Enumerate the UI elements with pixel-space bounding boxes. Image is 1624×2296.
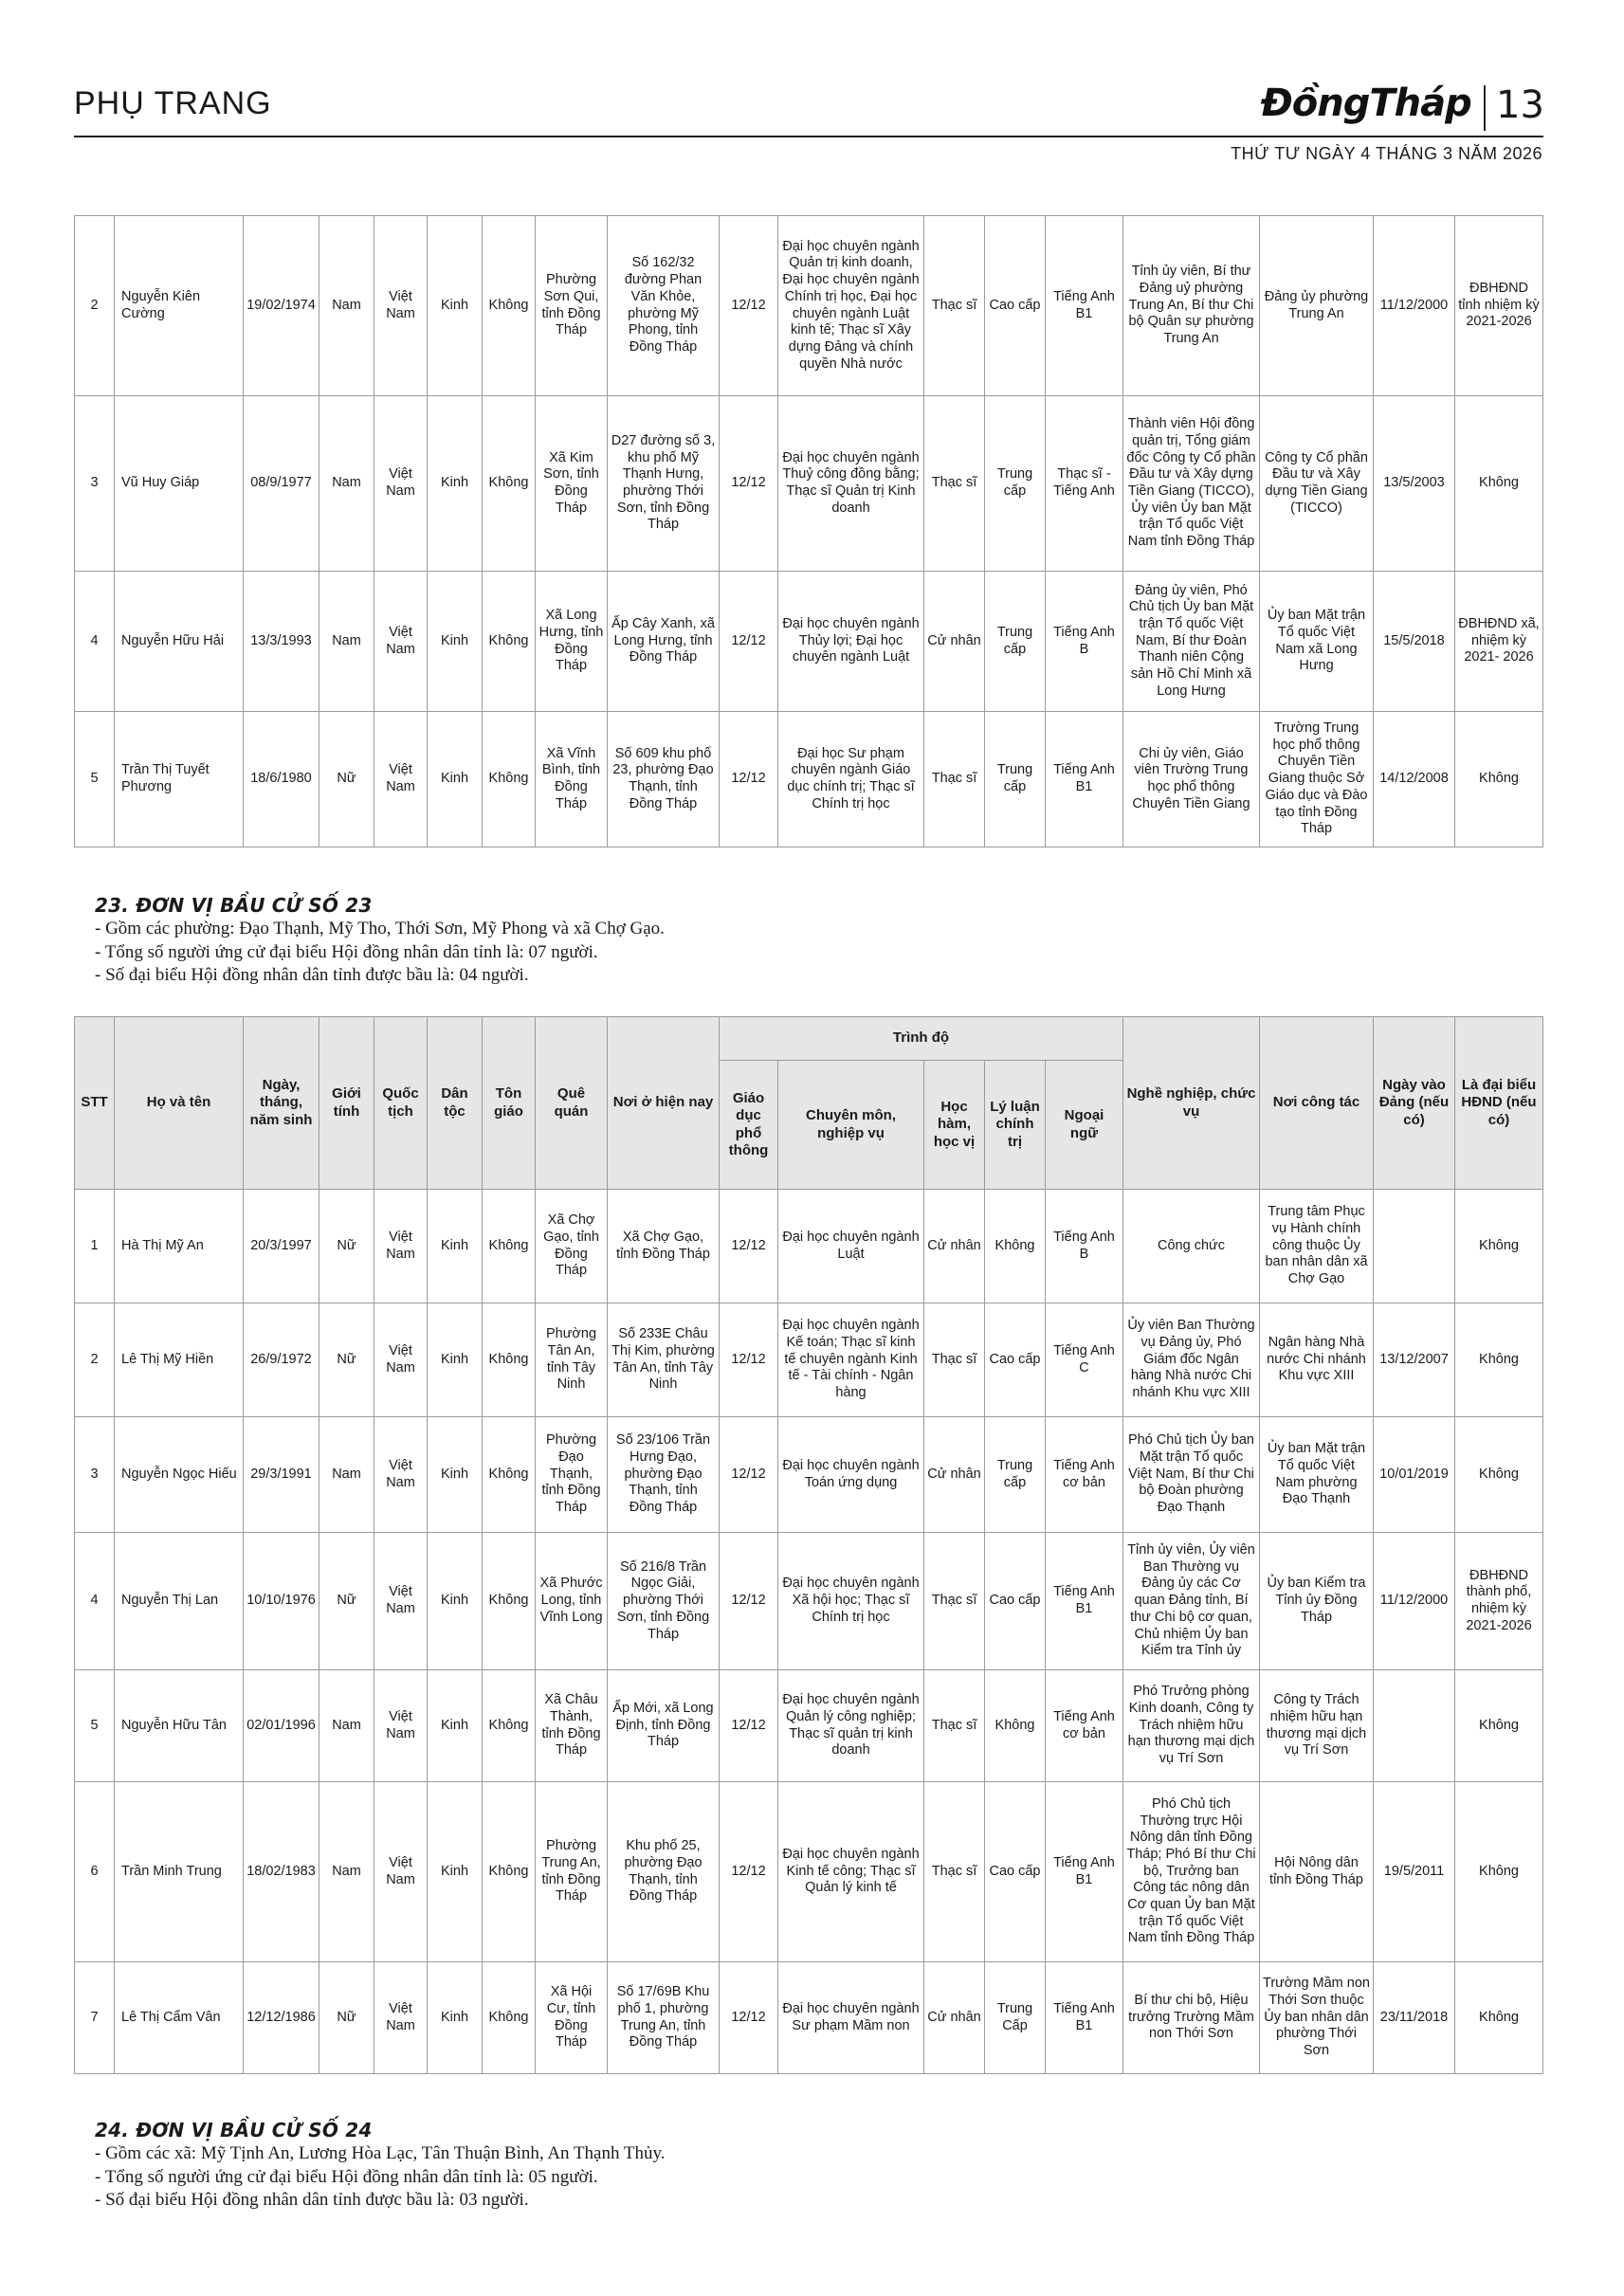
table-cell: Chi ủy viên, Giáo viên Trường Trung học phổ thông Chuyên Tiền Giang bbox=[1123, 712, 1260, 847]
table-cell: 3 bbox=[75, 396, 115, 572]
table-row bbox=[75, 396, 1543, 572]
col-stt: STT bbox=[75, 1017, 115, 1190]
table-cell: Đại học chuyên ngành Xã hội học; Thạc sĩ Chính trị học bbox=[778, 1533, 924, 1670]
table-cell: Không bbox=[1455, 1417, 1543, 1533]
table-cell: Thạc sĩ bbox=[924, 396, 985, 572]
table-cell: Đại học chuyên ngành Luật bbox=[778, 1190, 924, 1303]
table-cell: Không bbox=[483, 396, 536, 572]
table-cell: Nam bbox=[319, 1417, 374, 1533]
table-cell: Không bbox=[483, 1190, 536, 1303]
col-education-group: Trình độ bbox=[720, 1017, 1123, 1061]
table-cell: Số 609 khu phố 23, phường Đạo Thạnh, tỉnh Đồng Tháp bbox=[608, 712, 720, 847]
table-cell: Phó Chủ tịch Thường trực Hội Nông dân tỉnh Đồng Tháp; Phó Bí thư Chi bộ, Trưởng ban Công tác nông dân Cơ quan Ủy ban Mặt trận Tổ quốc Việt Nam tỉnh Đồng Tháp bbox=[1123, 1782, 1260, 1962]
table-cell: Kinh bbox=[428, 572, 483, 712]
table-cell: 12/12 bbox=[720, 216, 778, 396]
table-cell: Tiếng Anh B1 bbox=[1046, 1533, 1123, 1670]
table-row bbox=[75, 1533, 1543, 1670]
table-cell: Đại học chuyên ngành Thuỷ công đồng bằng; Thạc sĩ Quản trị Kinh doanh bbox=[778, 396, 924, 572]
col-residence: Nơi ở hiện nay bbox=[608, 1017, 720, 1190]
table-cell: Kinh bbox=[428, 712, 483, 847]
col-religion: Tôn giáo bbox=[483, 1017, 536, 1190]
table-cell: Kinh bbox=[428, 1670, 483, 1782]
table-cell: Lê Thị Cẩm Vân bbox=[115, 1962, 244, 2074]
table-cell: Ủy viên Ban Thường vụ Đảng ủy, Phó Giám đốc Ngân hàng Nhà nước Chi nhánh Khu vực XIII bbox=[1123, 1303, 1260, 1417]
table-cell: Trung cấp bbox=[985, 1417, 1046, 1533]
section-24-line: - Số đại biểu Hội đồng nhân dân tỉnh được bầu là: 03 người. bbox=[95, 2190, 529, 2211]
table-cell: Trung cấp bbox=[985, 712, 1046, 847]
table-cell: Khu phố 25, phường Đạo Thạnh, tỉnh Đồng Tháp bbox=[608, 1782, 720, 1962]
table-cell: 1 bbox=[75, 1190, 115, 1303]
table-cell: 13/3/1993 bbox=[244, 572, 319, 712]
table-cell: Cử nhân bbox=[924, 1190, 985, 1303]
table-cell: 29/3/1991 bbox=[244, 1417, 319, 1533]
table-cell: 12/12 bbox=[720, 1190, 778, 1303]
table-cell: Không bbox=[1455, 712, 1543, 847]
col-specialty: Chuyên môn, nghiệp vụ bbox=[778, 1061, 924, 1190]
table-cell: Trung Cấp bbox=[985, 1962, 1046, 2074]
table-cell: Kinh bbox=[428, 1782, 483, 1962]
table-cell: Nam bbox=[319, 572, 374, 712]
table-cell: Không bbox=[483, 572, 536, 712]
table-cell: Phường Đạo Thạnh, tỉnh Đồng Tháp bbox=[536, 1417, 608, 1533]
table-cell: Không bbox=[483, 1533, 536, 1670]
table-cell: Không bbox=[1455, 1782, 1543, 1962]
table-cell: Nguyễn Kiên Cường bbox=[115, 216, 244, 396]
table-cell: Thạc sĩ bbox=[924, 712, 985, 847]
table-cell: 10/01/2019 bbox=[1374, 1417, 1455, 1533]
table-cell: Kinh bbox=[428, 1533, 483, 1670]
table-cell: Không bbox=[1455, 1303, 1543, 1417]
table-cell: Nguyễn Thị Lan bbox=[115, 1533, 244, 1670]
table-cell: Xã Long Hưng, tỉnh Đồng Tháp bbox=[536, 572, 608, 712]
table-cell: Nữ bbox=[319, 1190, 374, 1303]
table-cell: Trường Mầm non Thới Sơn thuộc Ủy ban nhân dân phường Thới Sơn bbox=[1260, 1962, 1374, 2074]
table-cell: Việt Nam bbox=[374, 1417, 428, 1533]
section-24-line: - Tổng số người ứng cử đại biểu Hội đồng nhân dân tỉnh là: 05 người. bbox=[95, 2166, 598, 2187]
table-cell: Thạc sĩ bbox=[924, 1670, 985, 1782]
table-cell: 11/12/2000 bbox=[1374, 1533, 1455, 1670]
table-cell: 13/12/2007 bbox=[1374, 1303, 1455, 1417]
table-cell: Phường Trung An, tỉnh Đồng Tháp bbox=[536, 1782, 608, 1962]
table-cell: Tiếng Anh cơ bản bbox=[1046, 1417, 1123, 1533]
table-cell: D27 đường số 3, khu phố Mỹ Thạnh Hưng, phường Thới Sơn, tỉnh Đồng Tháp bbox=[608, 396, 720, 572]
table-cell: Thạc sĩ - Tiếng Anh bbox=[1046, 396, 1123, 572]
table-cell: Nguyễn Hữu Tân bbox=[115, 1670, 244, 1782]
table-cell: Xã Chợ Gạo, tỉnh Đồng Tháp bbox=[536, 1190, 608, 1303]
table-cell: Cao cấp bbox=[985, 1303, 1046, 1417]
table-cell: 02/01/1996 bbox=[244, 1670, 319, 1782]
table-cell: ĐBHĐND thành phố, nhiệm kỳ 2021-2026 bbox=[1455, 1533, 1543, 1670]
table-cell: Phó Trưởng phòng Kinh doanh, Công ty Trách nhiệm hữu hạn thương mại dịch vụ Trí Sơn bbox=[1123, 1670, 1260, 1782]
table-cell: Không bbox=[1455, 396, 1543, 572]
col-occupation: Nghề nghiệp, chức vụ bbox=[1123, 1017, 1260, 1190]
table-cell: Xã Châu Thành, tỉnh Đồng Tháp bbox=[536, 1670, 608, 1782]
table-cell: 26/9/1972 bbox=[244, 1303, 319, 1417]
table-cell: Việt Nam bbox=[374, 1533, 428, 1670]
col-workplace: Nơi công tác bbox=[1260, 1017, 1374, 1190]
table-cell: ĐBHĐND xã, nhiệm kỳ 2021- 2026 bbox=[1455, 572, 1543, 712]
table-cell: Không bbox=[483, 1417, 536, 1533]
table-cell: 14/12/2008 bbox=[1374, 712, 1455, 847]
table-cell: Nam bbox=[319, 1670, 374, 1782]
table-row bbox=[75, 572, 1543, 712]
col-hometown: Quê quán bbox=[536, 1017, 608, 1190]
table-cell: 20/3/1997 bbox=[244, 1190, 319, 1303]
table-cell: 12/12 bbox=[720, 712, 778, 847]
table-cell: 23/11/2018 bbox=[1374, 1962, 1455, 2074]
col-party-date: Ngày vào Đảng (nếu có) bbox=[1374, 1017, 1455, 1190]
table-cell: Xã Chợ Gạo, tỉnh Đồng Tháp bbox=[608, 1190, 720, 1303]
table-cell: Kinh bbox=[428, 1962, 483, 2074]
table-cell: Việt Nam bbox=[374, 1190, 428, 1303]
table-cell: Công ty Trách nhiệm hữu hạn thương mại dịch vụ Trí Sơn bbox=[1260, 1670, 1374, 1782]
table-cell: Không bbox=[985, 1670, 1046, 1782]
table-cell: Tiếng Anh C bbox=[1046, 1303, 1123, 1417]
table-cell: Trường Trung học phổ thông Chuyên Tiền Giang thuộc Sở Giáo dục và Đào tạo tỉnh Đồng Tháp bbox=[1260, 712, 1374, 847]
table-cell: Cao cấp bbox=[985, 216, 1046, 396]
table-cell bbox=[1374, 1190, 1455, 1303]
table-cell: Cử nhân bbox=[924, 1962, 985, 2074]
candidates-table-23 bbox=[74, 1016, 1543, 2074]
col-language: Ngoại ngữ bbox=[1046, 1061, 1123, 1190]
table-row bbox=[75, 1782, 1543, 1962]
table-cell: Trần Thị Tuyết Phương bbox=[115, 712, 244, 847]
table-row bbox=[75, 1190, 1543, 1303]
table-cell: 3 bbox=[75, 1417, 115, 1533]
table-cell: Thạc sĩ bbox=[924, 1782, 985, 1962]
table-cell: Đảng ủy phường Trung An bbox=[1260, 216, 1374, 396]
table-row bbox=[75, 712, 1543, 847]
section-23-line: - Số đại biểu Hội đồng nhân dân tỉnh được bầu là: 04 người. bbox=[95, 965, 529, 986]
table-cell: Tiếng Anh B bbox=[1046, 1190, 1123, 1303]
issue-date: THỨ TƯ NGÀY 4 THÁNG 3 NĂM 2026 bbox=[1231, 144, 1542, 163]
table-cell: 10/10/1976 bbox=[244, 1533, 319, 1670]
table-cell: 15/5/2018 bbox=[1374, 572, 1455, 712]
table-cell bbox=[1374, 1670, 1455, 1782]
table-cell: Không bbox=[985, 1190, 1046, 1303]
table-cell: Ngân hàng Nhà nước Chi nhánh Khu vực XIII bbox=[1260, 1303, 1374, 1417]
table-cell: Phó Chủ tịch Ủy ban Mặt trận Tổ quốc Việt Nam, Bí thư Chi bộ Đoàn phường Đạo Thạnh bbox=[1123, 1417, 1260, 1533]
table-cell: Đại học chuyên ngành Kế toán; Thạc sĩ kinh tế chuyên ngành Kinh tế - Tài chính - Ngân hàng bbox=[778, 1303, 924, 1417]
table-cell: Đại học chuyên ngành Quản lý công nghiệp; Thạc sĩ quản trị kinh doanh bbox=[778, 1670, 924, 1782]
table-cell: 18/6/1980 bbox=[244, 712, 319, 847]
table-cell: Kinh bbox=[428, 1417, 483, 1533]
table-cell: Thạc sĩ bbox=[924, 216, 985, 396]
table-cell: Số 17/69B Khu phố 1, phường Trung An, tỉnh Đồng Tháp bbox=[608, 1962, 720, 2074]
table-cell: Nữ bbox=[319, 1303, 374, 1417]
col-name: Họ và tên bbox=[115, 1017, 244, 1190]
table-cell: Công chức bbox=[1123, 1190, 1260, 1303]
table-cell: 2 bbox=[75, 216, 115, 396]
table-cell: Nữ bbox=[319, 1962, 374, 2074]
table-cell: Xã Hội Cư, tỉnh Đồng Tháp bbox=[536, 1962, 608, 2074]
col-nationality: Quốc tịch bbox=[374, 1017, 428, 1190]
table-cell: Kinh bbox=[428, 1303, 483, 1417]
table-cell: 12/12 bbox=[720, 1533, 778, 1670]
table-cell: Cao cấp bbox=[985, 1782, 1046, 1962]
table-cell: Không bbox=[483, 1782, 536, 1962]
table-cell: Không bbox=[1455, 1962, 1543, 2074]
table-cell: Cử nhân bbox=[924, 1417, 985, 1533]
section-24-title: 24. ĐƠN VỊ BẦU CỬ SỐ 24 bbox=[95, 2119, 373, 2141]
table-cell: 12/12 bbox=[720, 1303, 778, 1417]
table-cell: Số 162/32 đường Phan Văn Khỏe, phường Mỹ Phong, tỉnh Đồng Tháp bbox=[608, 216, 720, 396]
table-cell: Số 23/106 Trần Hưng Đạo, phường Đạo Thạnh, tỉnh Đồng Tháp bbox=[608, 1417, 720, 1533]
table-cell: Tiếng Anh B1 bbox=[1046, 712, 1123, 847]
table-cell: Đại học chuyên ngành Toán ứng dụng bbox=[778, 1417, 924, 1533]
table-cell: Thành viên Hội đồng quản trị, Tổng giám đốc Công ty Cổ phần Đầu tư và Xây dựng Tiền Giang (TICCO), Ủy viên Ủy ban Mặt trận Tổ quốc Việt Nam tỉnh Đồng Tháp bbox=[1123, 396, 1260, 572]
page-number: 13 bbox=[1496, 83, 1544, 127]
col-delegate: Là đại biểu HĐND (nếu có) bbox=[1455, 1017, 1543, 1190]
table-cell: 08/9/1977 bbox=[244, 396, 319, 572]
table-cell: 12/12 bbox=[720, 1782, 778, 1962]
table-cell: Kinh bbox=[428, 1190, 483, 1303]
table-cell: 6 bbox=[75, 1782, 115, 1962]
table-cell: Ấp Cây Xanh, xã Long Hưng, tỉnh Đồng Tháp bbox=[608, 572, 720, 712]
table-cell: 12/12 bbox=[720, 1670, 778, 1782]
section-23-line: - Tổng số người ứng cử đại biểu Hội đồng nhân dân tỉnh là: 07 người. bbox=[95, 941, 598, 962]
col-general-edu: Giáo dục phổ thông bbox=[720, 1061, 778, 1190]
table-cell: Đại học chuyên ngành Thủy lợi; Đại học chuyên ngành Luật bbox=[778, 572, 924, 712]
table-cell: Xã Phước Long, tỉnh Vĩnh Long bbox=[536, 1533, 608, 1670]
col-gender: Giới tính bbox=[319, 1017, 374, 1190]
table-row bbox=[75, 1962, 1543, 2074]
col-dob: Ngày, tháng, năm sinh bbox=[244, 1017, 319, 1190]
table-cell: Số 233E Châu Thị Kim, phường Tân An, tỉnh Tây Ninh bbox=[608, 1303, 720, 1417]
section-24-line: - Gồm các xã: Mỹ Tịnh An, Lương Hòa Lạc, Tân Thuận Bình, An Thạnh Thủy. bbox=[95, 2143, 666, 2163]
table-cell: Việt Nam bbox=[374, 216, 428, 396]
table-cell: Phường Sơn Qui, tỉnh Đồng Tháp bbox=[536, 216, 608, 396]
table-cell: Nam bbox=[319, 1782, 374, 1962]
table-cell: Tiếng Anh cơ bản bbox=[1046, 1670, 1123, 1782]
section-23-line: - Gồm các phường: Đạo Thạnh, Mỹ Tho, Thới Sơn, Mỹ Phong và xã Chợ Gạo. bbox=[95, 919, 665, 938]
table-cell: Trung tâm Phục vụ Hành chính công thuộc Ủy ban nhân dân xã Chợ Gạo bbox=[1260, 1190, 1374, 1303]
table-cell: 7 bbox=[75, 1962, 115, 2074]
table-cell: Phường Tân An, tỉnh Tây Ninh bbox=[536, 1303, 608, 1417]
table-cell: Không bbox=[1455, 1190, 1543, 1303]
table-cell: Nam bbox=[319, 396, 374, 572]
table-cell: 12/12 bbox=[720, 1962, 778, 2074]
table-cell: Vũ Huy Giáp bbox=[115, 396, 244, 572]
table-cell: 19/02/1974 bbox=[244, 216, 319, 396]
table-cell: Nam bbox=[319, 216, 374, 396]
table-cell: 2 bbox=[75, 1303, 115, 1417]
table-cell: ĐBHĐND tỉnh nhiệm kỳ 2021-2026 bbox=[1455, 216, 1543, 396]
table-cell: 12/12 bbox=[720, 396, 778, 572]
table-cell: Trần Minh Trung bbox=[115, 1782, 244, 1962]
table-cell: Thạc sĩ bbox=[924, 1303, 985, 1417]
header-rule bbox=[74, 136, 1543, 137]
table-cell: Lê Thị Mỹ Hiền bbox=[115, 1303, 244, 1417]
section-label: PHỤ TRANG bbox=[74, 85, 272, 121]
table-cell: Đại học chuyên ngành Quản trị kinh doanh, Đại học chuyên ngành Chính trị học, Đại học chuyên ngành Luật kinh tế; Thạc sĩ Xây dựng Đảng và chính quyền Nhà nước bbox=[778, 216, 924, 396]
table-cell: Nữ bbox=[319, 1533, 374, 1670]
table-cell: Đại học Sư phạm chuyên ngành Giáo dục chính trị; Thạc sĩ Chính trị học bbox=[778, 712, 924, 847]
table-cell: Tiếng Anh B1 bbox=[1046, 1962, 1123, 2074]
col-political: Lý luận chính trị bbox=[985, 1061, 1046, 1190]
table-cell: 18/02/1983 bbox=[244, 1782, 319, 1962]
table-cell: 13/5/2003 bbox=[1374, 396, 1455, 572]
table-cell: Cử nhân bbox=[924, 572, 985, 712]
table-cell: Số 216/8 Trần Ngọc Giải, phường Thới Sơn, tỉnh Đồng Tháp bbox=[608, 1533, 720, 1670]
section-23 bbox=[95, 893, 665, 988]
table-cell: Xã Kim Sơn, tỉnh Đồng Tháp bbox=[536, 396, 608, 572]
table-cell: Cao cấp bbox=[985, 1533, 1046, 1670]
table-cell: Tiếng Anh B1 bbox=[1046, 1782, 1123, 1962]
table-cell: Việt Nam bbox=[374, 712, 428, 847]
table-cell: Ủy ban Kiểm tra Tỉnh ủy Đồng Tháp bbox=[1260, 1533, 1374, 1670]
table-cell: Nguyễn Hữu Hải bbox=[115, 572, 244, 712]
table-cell: 19/5/2011 bbox=[1374, 1782, 1455, 1962]
table-cell: 12/12 bbox=[720, 1417, 778, 1533]
col-ethnicity: Dân tộc bbox=[428, 1017, 483, 1190]
table-cell: Xã Vĩnh Bình, tỉnh Đồng Tháp bbox=[536, 712, 608, 847]
table-cell: Tiếng Anh B1 bbox=[1046, 216, 1123, 396]
table-cell: Kinh bbox=[428, 216, 483, 396]
table-cell: Việt Nam bbox=[374, 396, 428, 572]
table-cell: Trung cấp bbox=[985, 572, 1046, 712]
table-cell: 5 bbox=[75, 712, 115, 847]
table-row bbox=[75, 1670, 1543, 1782]
table-cell: 12/12/1986 bbox=[244, 1962, 319, 2074]
table-cell: Không bbox=[483, 1962, 536, 2074]
table-row bbox=[75, 1303, 1543, 1417]
table-cell: Đảng ủy viên, Phó Chủ tịch Ủy ban Mặt trận Tổ quốc Việt Nam, Bí thư Đoàn Thanh niên Cộng sản Hồ Chí Minh xã Long Hưng bbox=[1123, 572, 1260, 712]
table-cell: 11/12/2000 bbox=[1374, 216, 1455, 396]
header-divider bbox=[1484, 85, 1486, 131]
table-cell: Việt Nam bbox=[374, 1303, 428, 1417]
table-cell: Không bbox=[1455, 1670, 1543, 1782]
table-cell: Trung cấp bbox=[985, 396, 1046, 572]
col-degree: Học hàm, học vị bbox=[924, 1061, 985, 1190]
table-cell: Bí thư chi bộ, Hiệu trưởng Trường Mầm non Thới Sơn bbox=[1123, 1962, 1260, 2074]
table-cell: 5 bbox=[75, 1670, 115, 1782]
table-cell: Không bbox=[483, 1303, 536, 1417]
table-cell: Tiếng Anh B bbox=[1046, 572, 1123, 712]
table-cell: Việt Nam bbox=[374, 1962, 428, 2074]
table-row bbox=[75, 216, 1543, 396]
table-cell: Đại học chuyên ngành Kinh tế công; Thạc sĩ Quản lý kinh tế bbox=[778, 1782, 924, 1962]
table-row bbox=[75, 1417, 1543, 1533]
table-cell: Không bbox=[483, 712, 536, 847]
table-cell: 4 bbox=[75, 572, 115, 712]
table-cell: Công ty Cổ phần Đầu tư và Xây dựng Tiền Giang (TICCO) bbox=[1260, 396, 1374, 572]
candidates-table-22 bbox=[74, 215, 1543, 847]
table-cell: Hội Nông dân tỉnh Đồng Tháp bbox=[1260, 1782, 1374, 1962]
table-cell: Không bbox=[483, 216, 536, 396]
table-cell: Ủy ban Mặt trận Tổ quốc Việt Nam phường Đạo Thạnh bbox=[1260, 1417, 1374, 1533]
table-cell: 4 bbox=[75, 1533, 115, 1670]
table-cell: Tỉnh ủy viên, Ủy viên Ban Thường vụ Đảng ủy các Cơ quan Đảng tỉnh, Bí thư Chi bộ cơ quan, Chủ nhiệm Ủy ban Kiểm tra Tỉnh ủy bbox=[1123, 1533, 1260, 1670]
table-cell: Kinh bbox=[428, 396, 483, 572]
table-cell: Nữ bbox=[319, 712, 374, 847]
table-cell: Nguyễn Ngọc Hiếu bbox=[115, 1417, 244, 1533]
table-cell: 12/12 bbox=[720, 572, 778, 712]
section-24 bbox=[95, 2118, 666, 2213]
table-cell: Thạc sĩ bbox=[924, 1533, 985, 1670]
table-cell: Tỉnh ủy viên, Bí thư Đảng uỷ phường Trung An, Bí thư Chi bộ Quân sự phường Trung An bbox=[1123, 216, 1260, 396]
table-cell: Đại học chuyên ngành Sư phạm Mầm non bbox=[778, 1962, 924, 2074]
table-cell: Việt Nam bbox=[374, 572, 428, 712]
table-cell: Ủy ban Mặt trận Tổ quốc Việt Nam xã Long Hưng bbox=[1260, 572, 1374, 712]
section-23-title: 23. ĐƠN VỊ BẦU CỬ SỐ 23 bbox=[95, 894, 373, 917]
newspaper-logo: ĐồngTháp bbox=[1261, 82, 1471, 125]
table-cell: Không bbox=[483, 1670, 536, 1782]
table-cell: Ấp Mới, xã Long Định, tỉnh Đồng Tháp bbox=[608, 1670, 720, 1782]
table-cell: Việt Nam bbox=[374, 1782, 428, 1962]
table-cell: Việt Nam bbox=[374, 1670, 428, 1782]
table-cell: Hà Thị Mỹ An bbox=[115, 1190, 244, 1303]
